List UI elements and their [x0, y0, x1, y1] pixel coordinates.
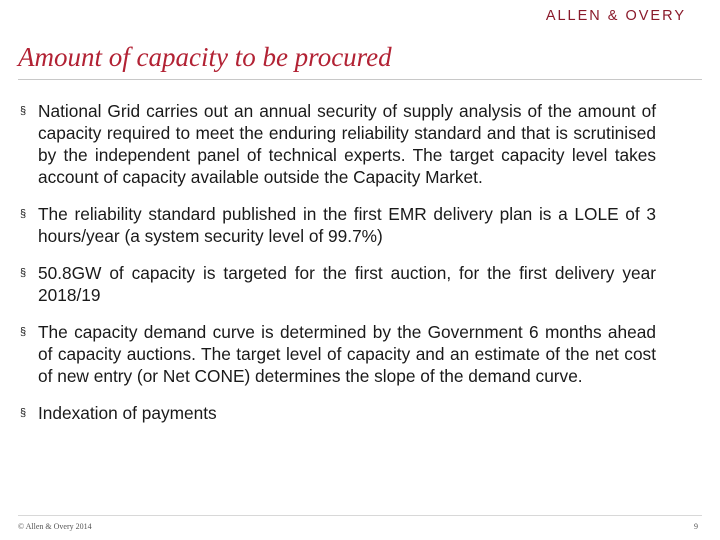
- bullet-marker-icon: §: [20, 326, 27, 338]
- allen-overy-logo: ALLEN & OVERY: [545, 8, 686, 24]
- page-number: 9: [694, 522, 698, 531]
- bullet-item-demand-curve: [20, 321, 656, 387]
- bullet-marker-icon: §: [20, 267, 27, 279]
- bullet-marker-icon: §: [20, 407, 27, 419]
- title-divider: [18, 79, 702, 80]
- bullet-item-indexation: [20, 402, 656, 424]
- bullet-marker-icon: §: [20, 105, 27, 117]
- footer-divider: [18, 515, 702, 516]
- bullet-item-reliability-standard: [20, 203, 656, 247]
- bullet-item-security-analysis: [20, 100, 656, 188]
- bullet-text: 50.8GW of capacity is targeted for the first auction, for the first delivery year 2018/19: [38, 263, 656, 305]
- bullet-list: [20, 100, 656, 439]
- slide-title: Amount of capacity to be procured: [18, 42, 392, 72]
- bullet-item-capacity-target: [20, 262, 656, 306]
- bullet-text: National Grid carries out an annual security of supply analysis of the amount of capacity required to meet the enduring reliability standard and that is scrutinised by the independent panel of technical experts. The target capacity level takes account of capacity available outside the Capacity Market.: [38, 101, 656, 187]
- footer-copyright: © Allen & Overy 2014: [18, 522, 92, 531]
- bullet-text: Indexation of payments: [38, 403, 217, 423]
- bullet-text: The capacity demand curve is determined by the Government 6 months ahead of capacity auctions. The target level of capacity and an estimate of the net cost of new entry (or Net CONE) determines the slope of the demand curve.: [38, 322, 656, 386]
- bullet-text: The reliability standard published in the first EMR delivery plan is a LOLE of 3 hours/year (a system security level of 99.7%): [38, 204, 656, 246]
- bullet-marker-icon: §: [20, 208, 27, 220]
